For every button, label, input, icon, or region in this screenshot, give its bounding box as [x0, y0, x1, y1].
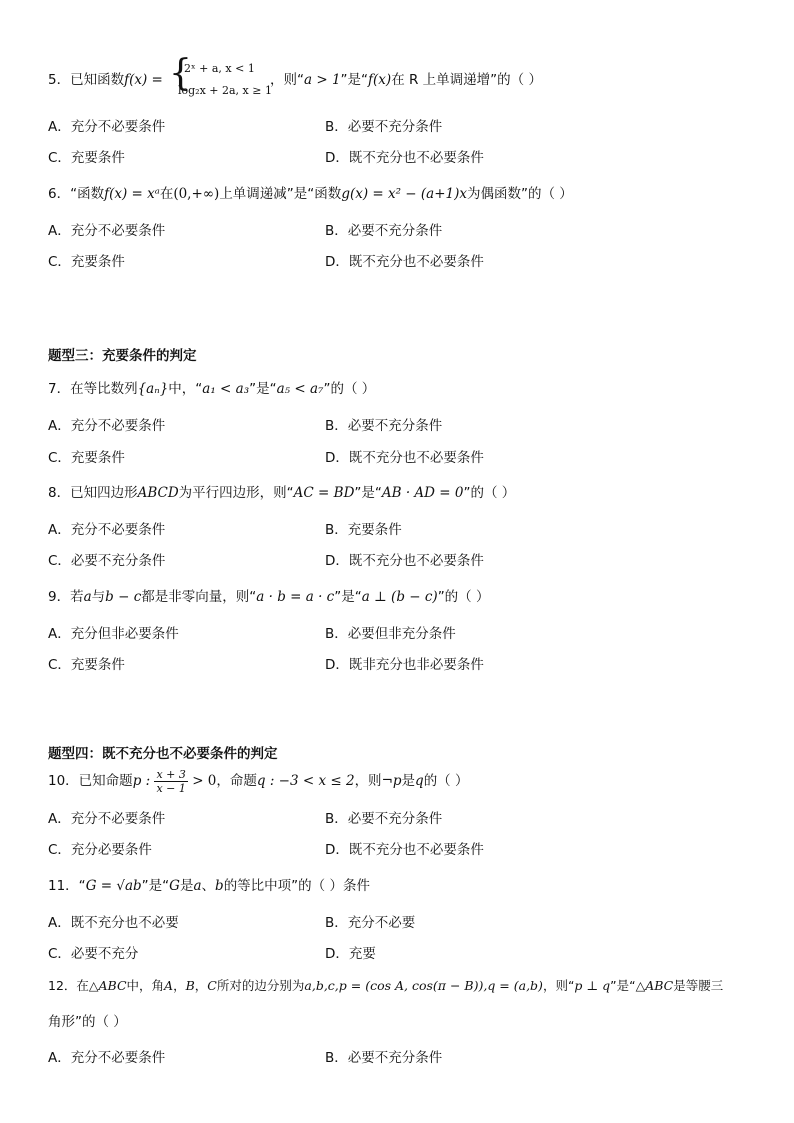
q12-text: ”是“ [610, 978, 636, 993]
q12-angle-a: A [164, 978, 174, 993]
q7-text: 7．在等比数列 [48, 381, 138, 397]
q10-q-ref: q [415, 773, 424, 789]
q10-text: ，则 [354, 773, 382, 789]
q11-condition: G = √ab [85, 878, 142, 894]
q9-option-a[interactable]: A．充分但非必要条件 [48, 626, 179, 642]
q11-option-a[interactable]: A．既不充分也不必要 [48, 915, 179, 931]
q10-text: 的（ ） [423, 773, 469, 789]
q10-inequality: > 0 [192, 773, 217, 789]
q9-option-b[interactable]: B．必要但非充分条件 [325, 626, 456, 642]
question-12-stem: 12．在△ABC中，角A，B，C所对的边分别为a,b,c,p = (cos A, cos(π − B)),q = (a,b)，则“p ⊥ q”是“△ABC是等腰三 [48, 978, 724, 993]
q10-text: 10．已知命题 [48, 773, 133, 789]
q9-vector-b-minus-c: b − c [105, 589, 142, 605]
q7-condition-1: a₁ < a₃ [202, 381, 250, 397]
q6-text: 6．“函数 [48, 186, 105, 202]
q8-option-c[interactable]: C．必要不充分条件 [48, 553, 166, 569]
q11-option-c[interactable]: C．必要不充分 [48, 946, 139, 962]
q6-text: 上单调递减”是“函数 [219, 186, 342, 202]
q12-text: 12．在 [48, 978, 89, 993]
q9-option-d[interactable]: D．既非充分也非必要条件 [325, 657, 484, 673]
question-5-stem [48, 71, 163, 89]
q7-text: ”的（ ） [323, 381, 376, 397]
q12-option-b[interactable]: B．必要不充分条件 [325, 1050, 443, 1066]
q5-piece-2: log₂x + 2a, x ≥ 1 [178, 84, 272, 97]
q10-option-c[interactable]: C．充分必要条件 [48, 842, 152, 858]
q10-option-a[interactable]: A．充分不必要条件 [48, 811, 166, 827]
q7-sequence: {aₙ} [137, 381, 169, 397]
q12-vector-p: p = (cos A, cos(π − B)), [338, 978, 488, 993]
q12-sides: a,b,c, [304, 978, 339, 993]
q9-condition-1: a · b = a · c [256, 589, 335, 605]
question-7-stem [48, 380, 375, 398]
question-11-stem [48, 877, 370, 895]
q5-piecewise-brace: { [169, 53, 192, 94]
q12-angle-b: B [185, 978, 195, 993]
q12-text: ，则“ [542, 978, 575, 993]
q12-text: 所对的边分别为 [216, 978, 305, 993]
q8-text: ”是“ [354, 485, 382, 501]
q8-condition-1: AC = BD [293, 485, 355, 501]
q11-text: ”是“ [141, 878, 170, 894]
q12-vector-q: q = (a,b) [487, 978, 543, 993]
q6-option-d[interactable]: D．既不充分也不必要条件 [325, 254, 484, 270]
q5-condition: a > 1 [304, 72, 341, 88]
q11-option-d[interactable]: D．充要 [325, 946, 376, 962]
section-heading-3: 题型三：充要条件的判定 [48, 348, 197, 364]
q11-option-b[interactable]: B．充分不必要 [325, 915, 416, 931]
q11-a: a [193, 878, 202, 894]
q9-text: 9．若 [48, 589, 84, 605]
q7-option-d[interactable]: D．既不充分也不必要条件 [325, 450, 484, 466]
q9-text: 与 [91, 589, 106, 605]
q8-option-d[interactable]: D．既不充分也不必要条件 [325, 553, 484, 569]
q7-option-b[interactable]: B．必要不充分条件 [325, 418, 443, 434]
q12-stem-line-2: 角形”的（ ） [48, 1014, 127, 1030]
q5-piece-1: 2ˣ + a, x < 1 [184, 62, 255, 75]
q10-fraction [154, 768, 187, 795]
q10-denominator: x − 1 [156, 781, 186, 795]
q5-option-d[interactable]: D．既不充分也不必要条件 [325, 150, 484, 166]
q8-text: 为平行四边形，则“ [178, 485, 294, 501]
q8-condition-2: AB · AD = 0 [381, 485, 464, 501]
q7-condition-2: a₅ < a₇ [276, 381, 324, 397]
q9-vector-a: a [83, 589, 92, 605]
q7-text: 中，“ [168, 381, 203, 397]
q8-option-b[interactable]: B．充要条件 [325, 522, 402, 538]
q5-option-a[interactable]: A．充分不必要条件 [48, 119, 166, 135]
q9-text: ”的（ ） [437, 589, 490, 605]
question-6-stem [48, 185, 573, 203]
q6-option-c[interactable]: C．充要条件 [48, 254, 125, 270]
q5-text: ”是“ [340, 72, 369, 88]
q6-option-b[interactable]: B．必要不充分条件 [325, 223, 443, 239]
q11-text: 的等比中项”的（ ）条件 [223, 878, 370, 894]
q5-stem-tail [270, 71, 542, 89]
question-9-stem [48, 588, 489, 606]
q11-text: 、 [201, 878, 216, 894]
q10-option-d[interactable]: D．既不充分也不必要条件 [325, 842, 484, 858]
q8-text: ”的（ ） [463, 485, 516, 501]
q5-text: ，则“ [270, 72, 304, 88]
q6-quadratic-function: g(x) = x² − (a+1)x [341, 186, 468, 202]
q12-triangle-ref: △ABC [635, 978, 674, 993]
q10-not-p: ¬p [381, 773, 402, 789]
q8-option-a[interactable]: A．充分不必要条件 [48, 522, 166, 538]
q8-text: 8．已知四边形 [48, 485, 138, 501]
q6-option-a[interactable]: A．充分不必要条件 [48, 223, 166, 239]
q8-quadrilateral: ABCD [137, 485, 179, 501]
q10-numerator: x + 3 [156, 767, 186, 781]
q11-b: b [215, 878, 224, 894]
q11-g: G [169, 878, 180, 894]
q5-text: 在 R 上单调递增”的（ ） [391, 72, 542, 88]
q12-option-a[interactable]: A．充分不必要条件 [48, 1050, 166, 1066]
question-10-stem [48, 765, 468, 797]
q10-proposition-p: p : [132, 773, 151, 789]
question-8-stem [48, 484, 515, 502]
q5-prefix: 5．已知函数 [48, 72, 125, 88]
q12-text: 是等腰三 [673, 978, 724, 993]
q10-text: ，命题 [216, 773, 257, 789]
q11-text: 11．“ [48, 878, 86, 894]
q12-text: 中，角 [126, 978, 165, 993]
q9-option-c[interactable]: C．充要条件 [48, 657, 125, 673]
section-heading-4: 题型四：既不充分也不必要条件的判定 [48, 746, 278, 762]
q10-text: 是 [401, 773, 416, 789]
q10-proposition-q: q : −3 < x ≤ 2 [256, 773, 355, 789]
q9-text: ”是“ [334, 589, 362, 605]
q12-triangle: △ABC [88, 978, 127, 993]
q10-option-b[interactable]: B．必要不充分条件 [325, 811, 443, 827]
q6-power-function: f(x) = xᵃ [104, 186, 160, 202]
q12-angle-c: C [207, 978, 217, 993]
q11-text: 是 [179, 878, 194, 894]
q6-text: 在 [159, 186, 174, 202]
q7-option-c[interactable]: C．充要条件 [48, 450, 125, 466]
q5-function: f(x) = [124, 72, 163, 88]
q7-text: ”是“ [249, 381, 277, 397]
q5-option-c[interactable]: C．充要条件 [48, 150, 125, 166]
q5-function-ref: f(x) [368, 72, 392, 88]
q12-perpendicular: p ⊥ q [574, 978, 611, 993]
q5-option-b[interactable]: B．必要不充分条件 [325, 119, 443, 135]
q9-text: 都是非零向量，则“ [141, 589, 257, 605]
q7-option-a[interactable]: A．充分不必要条件 [48, 418, 166, 434]
q6-text: 为偶函数”的（ ） [467, 186, 573, 202]
q9-condition-2: a ⊥ (b − c) [361, 589, 438, 605]
q6-interval: (0,+∞) [173, 186, 220, 202]
